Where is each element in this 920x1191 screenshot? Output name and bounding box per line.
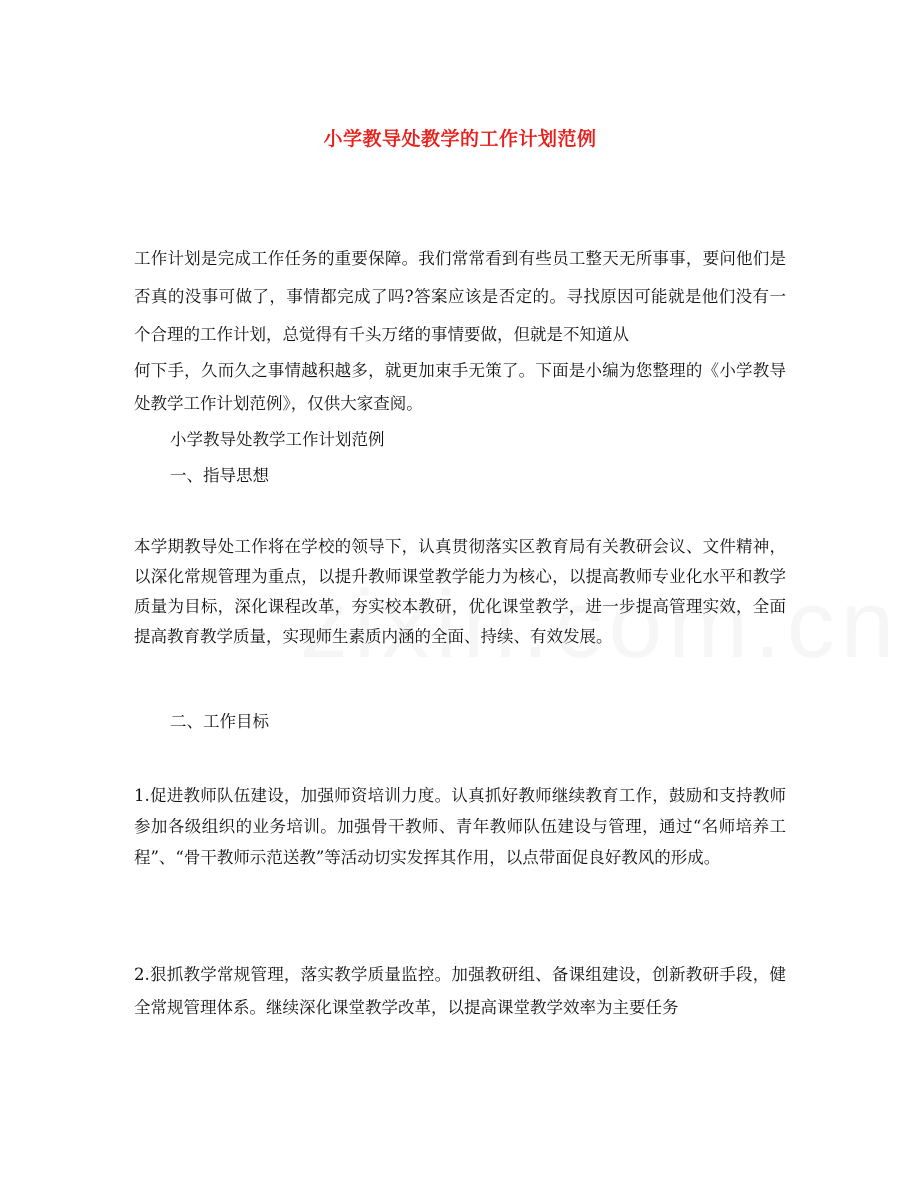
goal-item-1: 1.促进教师队伍建设，加强师资培训力度。认真抓好教师继续教育工作，鼓励和支持教师参加各级组织的业务培训。加强骨干教师、青年教师队伍建设与管理，通过“名师培养工程”、“骨干教师示范送教”等活动切实发挥其作用，以点带面促良好教风的形成。: [134, 786, 786, 867]
section-heading-work-goals: 二、工作目标: [170, 712, 269, 731]
intro-paragraph-continued: 何下手，久而久之事情越积越多，就更加束手无策了。下面是小编为您整理的《小学教导处教学工作计划范例》，仅供大家查阅。: [134, 361, 786, 413]
goal-item-2: 2.狠抓教学常规管理，落实教学质量监控。加强教研组、备课组建设，创新教研手段，健全常规管理体系。继续深化课堂教学改革，以提高课堂教学效率为主要任务: [134, 965, 786, 1017]
section-heading-guiding-ideology: 一、指导思想: [170, 466, 269, 485]
intro-paragraph: 工作计划是完成工作任务的重要保障。我们常常看到有些员工整天无所事事，要问他们是否真的没事可做了，事情都完成了吗?答案应该是否定的。寻找原因可能就是他们没有一个合理的工作计划，总觉得有千头万绪的事情要做，但就是不知道从: [134, 249, 786, 344]
document-title: 小学教导处教学的工作计划范例: [323, 128, 597, 150]
plan-subtitle: 小学教导处教学工作计划范例: [170, 430, 385, 449]
section-body-guiding-ideology: 本学期教导处工作将在学校的领导下，认真贯彻落实区教育局有关教研会议、文件精神，以深化常规管理为重点，以提升教师课堂教学能力为核心，以提高教师专业化水平和教学质量为目标，深化课程改革，夯实校本教研，优化课堂教学，进一步提高管理实效，全面提高教育教学质量，实现师生素质内涵的全面、持续、有效发展。: [134, 537, 786, 646]
